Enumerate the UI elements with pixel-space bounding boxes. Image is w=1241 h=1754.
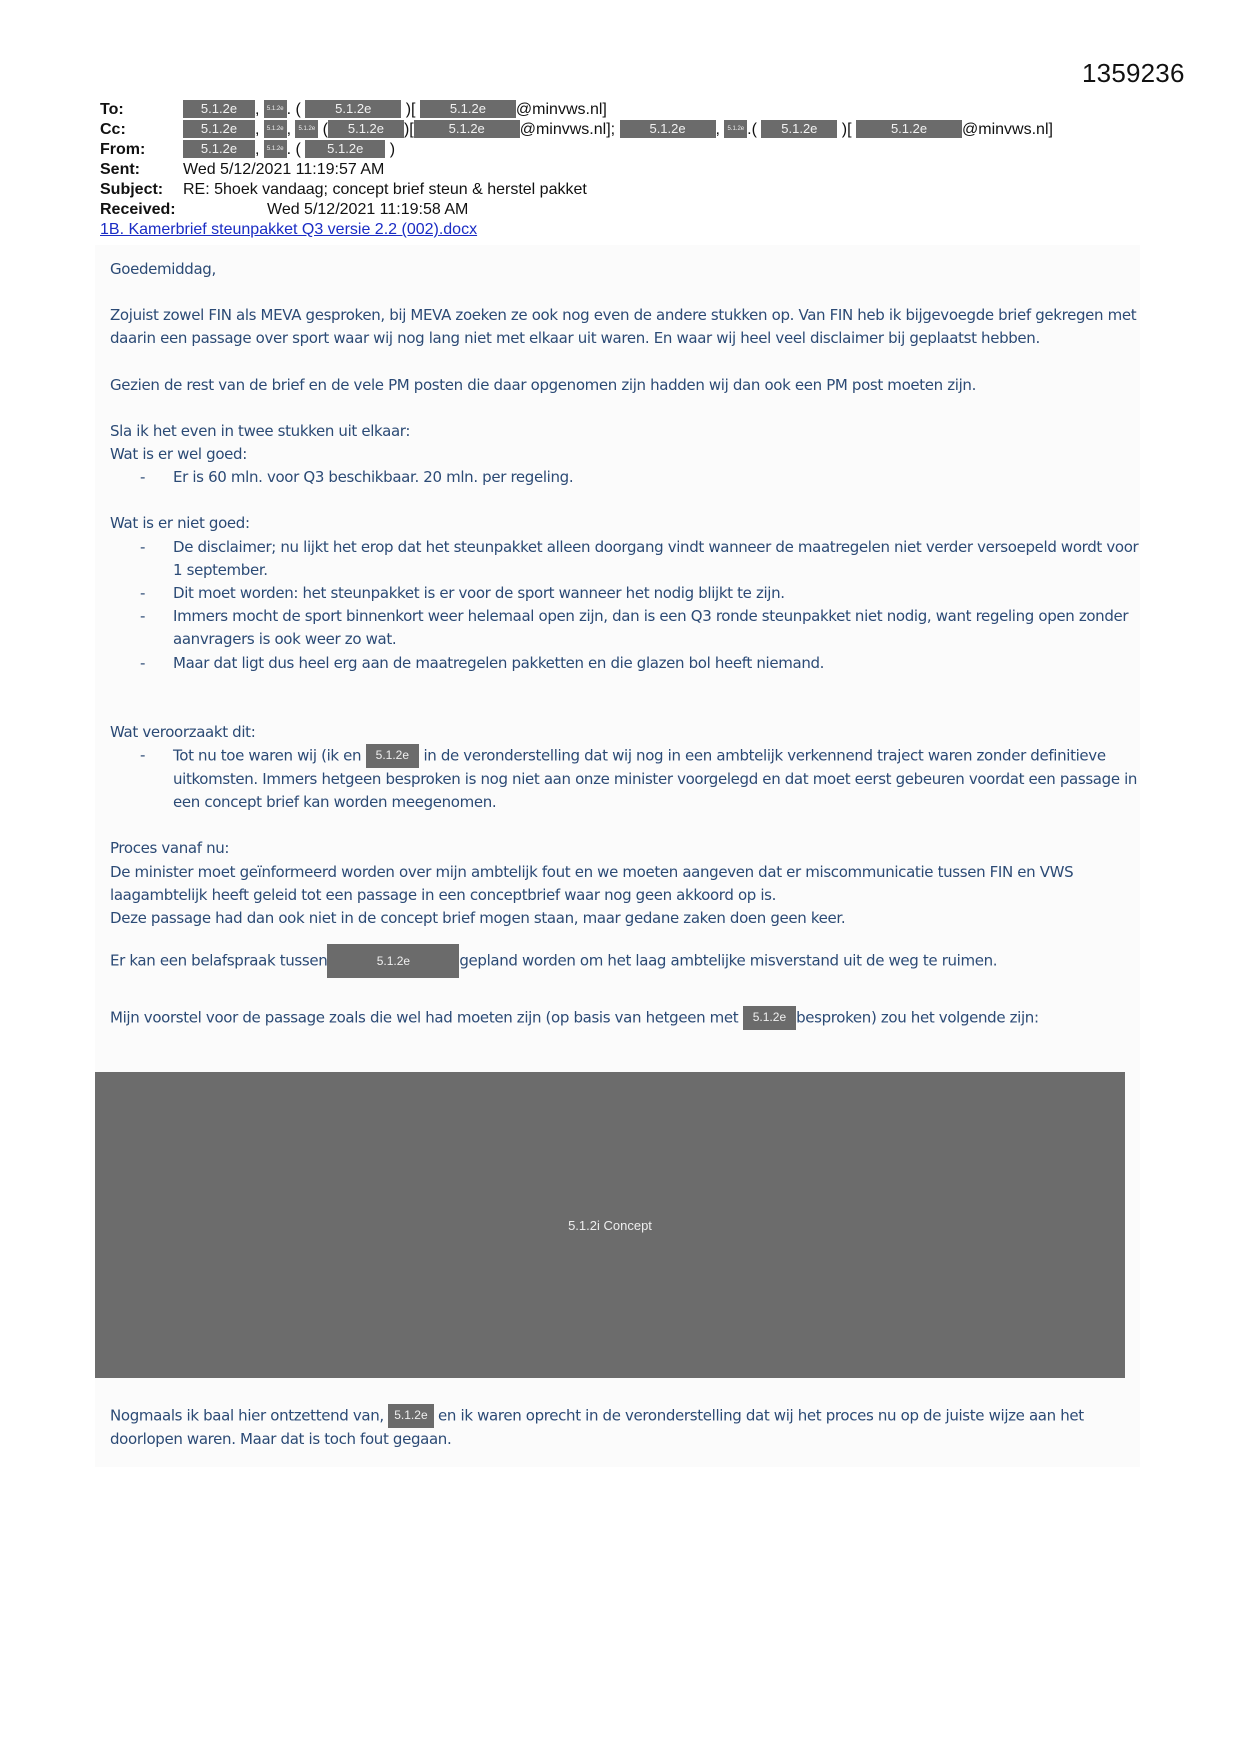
to-label: To: <box>100 101 124 118</box>
paragraph-1: Zojuist zowel FIN als MEVA gesproken, bij MEVA zoeken ze ook nog even de andere stukken op. Van FIN heb ik bijgevoegde brief gekregen met daarin een passage over sport waar wij nog lang niet met elkaar uit waren. En waar wij heel veel disclaimer bij geplaatst hebben. <box>110 306 1137 348</box>
sent-value: Wed 5/12/2021 11:19:57 AM <box>183 161 385 178</box>
subject-value: RE: 5hoek vandaag; concept brief steun & herstel pakket <box>183 181 587 198</box>
redaction: 5.1.2e <box>743 1006 796 1030</box>
email-domain: @minvws.nl]; <box>519 121 616 138</box>
redaction: 5.1.2e <box>414 120 520 138</box>
redaction: 5.1.2e <box>305 140 385 158</box>
cc-label: Cc: <box>100 121 126 138</box>
redaction: 5.1.2e <box>420 100 516 118</box>
redaction: 5.1.2e <box>328 120 404 138</box>
from-value: 5.1.2e , 5.1.2e . ( 5.1.2e ) <box>183 140 395 160</box>
redaction: 5.1.2e <box>366 744 419 768</box>
redaction: 5.1.2e <box>264 140 287 158</box>
redaction: 5.1.2e <box>264 120 287 138</box>
redaction: 5.1.2e <box>305 100 401 118</box>
proposal-paragraph: Mijn voorstel voor de passage zoals die wel had moeten zijn (op basis van hetgeen met 5.1.2e besproken) zou het volgende zijn: <box>110 1006 1140 1030</box>
redaction: 5.1.2e <box>183 140 255 158</box>
redaction: 5.1.2e <box>183 120 255 138</box>
redaction: 5.1.2e <box>388 1404 433 1428</box>
email-body <box>110 258 1140 1030</box>
to-value: 5.1.2e , 5.1.2e . ( 5.1.2e )[ 5.1.2e @minvws.nl] <box>183 100 607 120</box>
redaction: 5.1.2e <box>264 100 287 118</box>
document-number: 1359236 <box>1082 58 1185 88</box>
redaction: 5.1.2e <box>183 100 255 118</box>
paragraph-2: Gezien de rest van de brief en de vele PM posten die daar opgenomen zijn hadden wij dan ook een PM post moeten zijn. <box>110 375 976 394</box>
cause-heading: Wat veroorzaakt dit: <box>110 722 256 741</box>
closing-paragraph: Nogmaals ik baal hier ontzettend van, 5.1.2e en ik waren oprecht in de veronderstelling dat wij het proces nu op de juiste wijze aan het doorlopen waren. Maar dat is toch fout gegaan. <box>110 1404 1140 1451</box>
redaction: 5.1.2e <box>761 120 837 138</box>
list-item: - Tot nu toe waren wij (ik en 5.1.2e in de veronderstelling dat wij nog in een ambtelijk verkennend traject waren zonder definitieve uitkomsten. Immers hetgeen besproken is nog niet aan onze minister voorgelegd en dat moet eerst gebeuren voordat een passage in een concept brief kan worden meegenomen. <box>140 746 1138 812</box>
list-item: - Immers mocht de sport binnenkort weer helemaal open zijn, dan is een Q3 ronde steunpakket niet nodig, want regeling open zonder aanvragers is ook weer zo wat. <box>140 607 1129 649</box>
intro-split: Sla ik het even in twee stukken uit elkaar: <box>110 421 411 440</box>
email-domain: @minvws.nl] <box>515 101 607 118</box>
received-value: Wed 5/12/2021 11:19:58 AM <box>267 201 469 218</box>
redaction: 5.1.2e <box>856 120 962 138</box>
call-paragraph: Er kan een belafspraak tussen 5.1.2e gepland worden om het laag ambtelijke misverstand uit de weg te ruimen. <box>110 944 1140 978</box>
bad-heading: Wat is er niet goed: <box>110 514 250 533</box>
process-heading: Proces vanaf nu: <box>110 839 230 858</box>
concept-redaction-block: 5.1.2i Concept <box>95 1072 1125 1378</box>
list-item: - Maar dat ligt dus heel erg aan de maatregelen pakketten en die glazen bol heeft niemand. <box>140 653 825 672</box>
from-label: From: <box>100 141 146 158</box>
list-item: - Er is 60 mln. voor Q3 beschikbaar. 20 mln. per regeling. <box>140 468 574 487</box>
process-line-2: Deze passage had dan ook niet in de concept brief mogen staan, maar gedane zaken doen geen keer. <box>110 909 846 928</box>
redaction: 5.1.2e <box>295 120 318 138</box>
received-label: Received: <box>100 201 176 218</box>
sent-label: Sent: <box>100 161 140 178</box>
redaction: 5.1.2e <box>724 120 747 138</box>
redaction: 5.1.2e <box>620 120 716 138</box>
greeting: Goedemiddag, <box>110 260 216 278</box>
cc-value: 5.1.2e , 5.1.2e , 5.1.2e ( 5.1.2e )[ 5.1.2e @minvws.nl]; 5.1.2e , 5.1.2e .( 5.1.2e )[ 5.1.2e @minvws.nl] <box>183 120 1053 140</box>
attachment-link[interactable]: 1B. Kamerbrief steunpakket Q3 versie 2.2 (002).docx <box>100 221 478 238</box>
process-line-1: De minister moet geïnformeerd worden over mijn ambtelijk fout en we moeten aangeven dat er miscommunicatie tussen FIN en VWS laagambtelijk heeft geleid tot een passage in een conceptbrief waar nog geen akkoord op is. <box>110 862 1074 904</box>
email-domain: @minvws.nl] <box>962 121 1053 138</box>
subject-label: Subject: <box>100 181 164 198</box>
list-item: - Dit moet worden: het steunpakket is er voor de sport wanneer het nodig blijkt te zijn. <box>140 584 785 603</box>
redaction: 5.1.2e <box>327 944 459 978</box>
good-heading: Wat is er wel goed: <box>110 445 247 464</box>
list-item: - De disclaimer; nu lijkt het erop dat het steunpakket alleen doorgang vindt wanneer de maatregelen niet verder versoepeld wordt voor 1 september. <box>140 537 1139 579</box>
